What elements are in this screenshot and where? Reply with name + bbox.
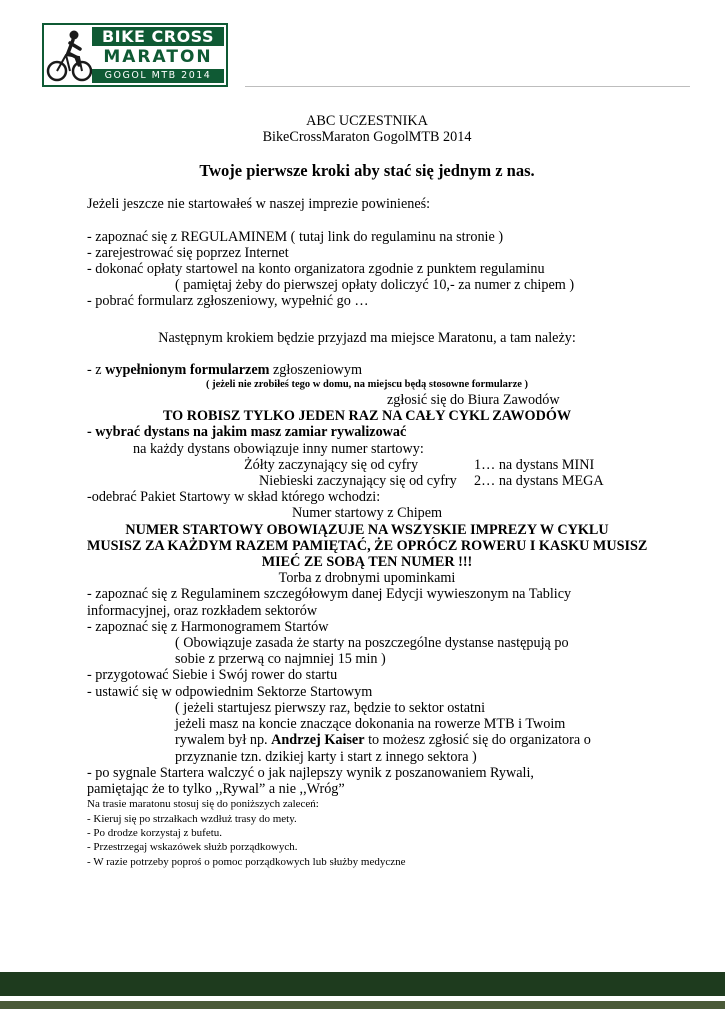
logo-title-line2: MARATON — [103, 47, 213, 67]
distance-blue-label: Niebieski zaczynający się od cyfry — [259, 473, 457, 490]
sector-note-text: rywalem był np. — [175, 732, 272, 749]
doc-heading: ABC UCZESTNIKA — [306, 113, 428, 129]
number-notice: MUSISZ ZA KAŻDYM RAZEM PAMIĘTAĆ, ŻE OPRÓCZ ROWERU I KASKU MUSISZ — [87, 537, 648, 554]
distance-note: na każdy dystans obowiązuje inny numer startowy: — [133, 440, 424, 457]
pack-item: Numer startowy z Chipem — [291, 505, 443, 522]
route-note: - W razie potrzeby poproś o pomoc porządkowych lub służby medyczne — [87, 855, 406, 868]
distance-yellow-value: 1… na dystans MINI — [474, 456, 595, 473]
number-notice: MIEĆ ZE SOBĄ TEN NUMER !!! — [261, 554, 473, 571]
sector-note: ( jeżeli startujesz pierwszy raz, będzie to sektor ostatni — [175, 699, 486, 716]
form-step-suffix: zgłoszeniowym — [269, 361, 363, 378]
step-item: - pobrać formularz zgłoszeniowy, wypełnić go … — [87, 293, 369, 310]
schedule-step: - zapoznać się z Harmonogramem Startów — [87, 618, 329, 635]
once-notice: TO ROBISZ TYLKO JEDEN RAZ NA CAŁY CYKL ZAWODÓW — [162, 408, 572, 425]
doc-title: Twoje pierwsze kroki aby stać się jednym z nas. — [199, 161, 535, 181]
distance-yellow-label: Żółty zaczynający się od cyfry — [244, 456, 419, 473]
doc-subheading: BikeCrossMaraton GogolMTB 2014 — [262, 129, 472, 146]
form-step-prefix: - z — [87, 361, 106, 378]
step-note: ( pamiętaj żeby do pierwszej opłaty doliczyć 10,- za numer z chipem ) — [175, 277, 575, 294]
pack-item: Torba z drobnymi upominkami — [278, 570, 456, 587]
step-item: - zapoznać się z REGULAMINEM ( tutaj link do regulaminu na stronie ) — [87, 228, 504, 245]
pack-step: -odebrać Pakiet Startowy w skład którego wchodzi: — [87, 489, 381, 506]
distance-blue — [87, 473, 647, 489]
header-divider — [245, 86, 690, 87]
sector-note-text: to możesz zgłosić się do organizatora o — [364, 732, 591, 749]
logo-subtitle: GOGOL MTB 2014 — [92, 69, 224, 83]
form-report: zgłosić się do Biura Zawodów — [387, 392, 560, 409]
schedule-note: sobie z przerwą co najmniej 15 min ) — [175, 651, 386, 668]
form-note: ( jeżeli nie zrobiłeś tego w domu, na miejscu będą stosowne formularze ) — [205, 379, 529, 391]
document-body — [87, 113, 647, 869]
rules-step: - zapoznać się z Regulaminem szczegółowym danej Edycji wywieszonym na Tablicy informacyjnej, oraz rozkładem sektorów — [87, 586, 572, 619]
schedule-note: ( Obowiązuje zasada że starty na poszczególne dystanse następują po — [175, 635, 569, 652]
event-logo — [42, 23, 228, 87]
footer-band — [0, 972, 725, 996]
sector-step: - ustawić się w odpowiednim Sektorze Startowym — [87, 683, 373, 700]
step-item: - zarejestrować się poprzez Internet — [87, 244, 289, 261]
footer-stripe — [0, 1001, 725, 1009]
step-item: - dokonać opłaty startowel na konto organizatora zgodnie z punktem regulaminu — [87, 261, 545, 278]
distance-yellow — [87, 457, 647, 473]
prepare-step: - przygotować Siebie i Swój rower do startu — [87, 667, 338, 684]
intro-text: Jeżeli jeszcze nie startowałeś w naszej imprezie powinieneś: — [87, 196, 431, 213]
form-step — [87, 362, 647, 378]
route-notes-heading: Na trasie maratonu stosuj się do poniższych zaleceń: — [87, 798, 319, 811]
route-note: - Przestrzegaj wskazówek służb porządkowych. — [87, 841, 298, 854]
logo-title-line1: BIKE CROSS — [92, 27, 224, 46]
distance-step: - wybrać dystans na jakim masz zamiar rywalizować — [87, 424, 407, 441]
sector-note: jeżeli masz na koncie znaczące dokonania na rowerze MTB i Twoim — [175, 716, 566, 733]
race-step: - po sygnale Startera walczyć o jak najlepszy wynik z poszanowaniem Rywali, — [87, 764, 534, 781]
route-note: - Kieruj się po strzałkach wzdłuż trasy do mety. — [87, 812, 297, 825]
form-step-bold: wypełnionym formularzem — [105, 361, 270, 378]
number-notice: NUMER STARTOWY OBOWIĄZUJE NA WSZYSKIE IMPREZY W CYKLU — [125, 521, 609, 538]
next-step-intro: Następnym krokiem będzie przyjazd ma miejsce Maratonu, a tam należy: — [158, 329, 576, 346]
sector-note — [87, 732, 647, 748]
race-step: pamiętając że to tylko ,,Rywal” a nie ,,Wróg” — [87, 780, 345, 797]
distance-blue-value: 2… na dystans MEGA — [474, 473, 604, 490]
route-note: - Po drodze korzystaj z bufetu. — [87, 826, 223, 839]
sector-note-name: Andrzej Kaiser — [271, 732, 365, 749]
sector-note: przyznanie tzn. dzikiej karty i start z innego sektora ) — [175, 748, 477, 765]
cyclist-icon — [46, 27, 92, 83]
